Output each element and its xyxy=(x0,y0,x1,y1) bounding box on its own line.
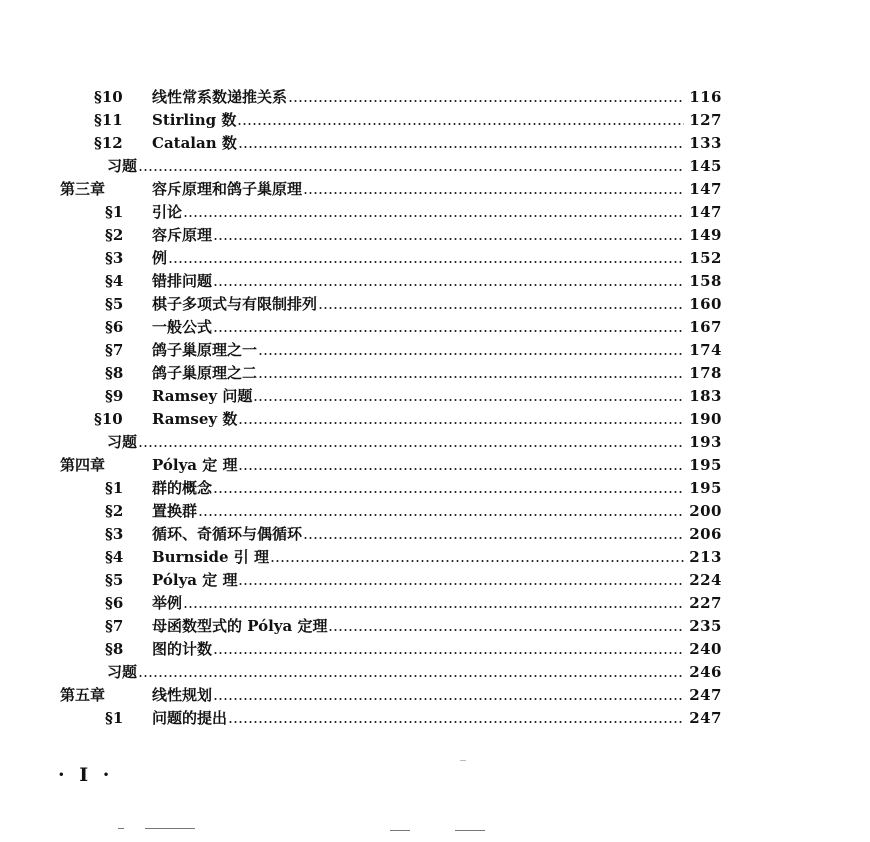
toc-entry-exercises xyxy=(0,155,870,178)
dot-leader xyxy=(238,422,684,424)
toc-title: 举例 xyxy=(152,594,183,612)
toc-entry xyxy=(0,339,870,362)
toc-title: 容斥原理 xyxy=(152,226,213,244)
toc-title: 图的计数 xyxy=(152,640,213,658)
toc-entry xyxy=(0,592,870,615)
toc-page-number: 133 xyxy=(689,134,722,152)
dot-leader xyxy=(183,215,684,217)
toc-page-number: 167 xyxy=(689,318,722,336)
scan-speck xyxy=(455,830,485,831)
toc-entry xyxy=(0,224,870,247)
toc-number: §12 xyxy=(94,134,123,152)
chapter-title: 线性规划 xyxy=(152,686,213,704)
dot-leader xyxy=(213,238,684,240)
toc-title: 置换群 xyxy=(152,502,198,520)
toc-number: §9 xyxy=(105,387,124,405)
chapter-number: 第五章 xyxy=(60,686,106,704)
scan-speck xyxy=(460,760,466,761)
toc-entry xyxy=(0,201,870,224)
toc-page-number: 235 xyxy=(689,617,722,635)
toc-page-number: 183 xyxy=(689,387,722,405)
toc-number: §2 xyxy=(105,502,124,520)
chapter-number: 第三章 xyxy=(60,180,106,198)
toc-number: §5 xyxy=(105,295,124,313)
toc-entry xyxy=(0,615,870,638)
toc-entry xyxy=(0,86,870,109)
toc-number: §3 xyxy=(105,525,124,543)
chapter-number: 第四章 xyxy=(60,456,106,474)
toc-title: 一般公式 xyxy=(152,318,213,336)
toc-number: §1 xyxy=(105,479,124,497)
dot-leader xyxy=(138,675,684,677)
toc-title: Ramsey 数 xyxy=(152,410,238,428)
toc-number: §1 xyxy=(105,709,124,727)
toc-page-number: 147 xyxy=(689,180,722,198)
toc-title: 习题 xyxy=(107,157,138,175)
toc-title: 错排问题 xyxy=(152,272,213,290)
toc-entry-chapter xyxy=(0,178,870,201)
toc-entry xyxy=(0,408,870,431)
page-marker: · I · xyxy=(58,764,114,786)
toc-page-number: 240 xyxy=(689,640,722,658)
toc-number: §7 xyxy=(105,341,124,359)
dot-leader xyxy=(238,583,684,585)
toc-number: §3 xyxy=(105,249,124,267)
dot-leader xyxy=(270,560,684,562)
toc-number: §7 xyxy=(105,617,124,635)
toc-title: 习题 xyxy=(107,663,138,681)
toc-number: §10 xyxy=(94,410,123,428)
dot-leader xyxy=(213,330,684,332)
dot-leader xyxy=(303,192,684,194)
toc-page-number: 193 xyxy=(689,433,722,451)
toc-title: 线性常系数递推关系 xyxy=(152,88,288,106)
toc-entry-exercises xyxy=(0,431,870,454)
dot-leader xyxy=(253,399,684,401)
toc-title: 鸽子巢原理之二 xyxy=(152,364,258,382)
toc-page-number: 178 xyxy=(689,364,722,382)
toc-page-number: 174 xyxy=(689,341,722,359)
dot-leader xyxy=(213,284,684,286)
toc-page-number: 247 xyxy=(689,686,722,704)
toc-title: 母函数型式的 Pólya 定理 xyxy=(152,617,328,635)
dot-leader xyxy=(138,169,684,171)
dot-leader xyxy=(237,123,684,125)
toc-number: §8 xyxy=(105,640,124,658)
toc-title: Catalan 数 xyxy=(152,134,237,152)
toc-number: §5 xyxy=(105,571,124,589)
toc-number: §11 xyxy=(94,111,123,129)
toc-entry-exercises xyxy=(0,661,870,684)
toc-entry xyxy=(0,638,870,661)
toc-page-number: 247 xyxy=(689,709,722,727)
toc-entry xyxy=(0,132,870,155)
scan-speck xyxy=(145,828,195,829)
toc-number: §1 xyxy=(105,203,124,221)
scan-speck xyxy=(118,828,124,829)
dot-leader xyxy=(288,100,684,102)
toc-title: 习题 xyxy=(107,433,138,451)
dot-leader xyxy=(138,445,684,447)
toc-page-number: 160 xyxy=(689,295,722,313)
chapter-title: 容斥原理和鸽子巢原理 xyxy=(152,180,303,198)
dot-leader xyxy=(228,721,684,723)
toc-entry-chapter xyxy=(0,684,870,707)
toc-number: §6 xyxy=(105,318,124,336)
toc-number: §6 xyxy=(105,594,124,612)
toc-entry xyxy=(0,362,870,385)
toc-page-number: 195 xyxy=(689,456,722,474)
toc-page-number: 206 xyxy=(689,525,722,543)
toc-title: Pólya 定 理 xyxy=(152,571,238,589)
toc-entry-chapter xyxy=(0,454,870,477)
toc-number: §10 xyxy=(94,88,123,106)
dot-leader xyxy=(303,537,684,539)
dot-leader xyxy=(328,629,684,631)
toc-page-number: 213 xyxy=(689,548,722,566)
toc-page-number: 147 xyxy=(689,203,722,221)
toc-title: 鸽子巢原理之一 xyxy=(152,341,258,359)
toc-title: 引论 xyxy=(152,203,183,221)
toc-page-number: 158 xyxy=(689,272,722,290)
toc-number: §4 xyxy=(105,272,124,290)
toc-title: 例 xyxy=(152,249,168,267)
toc-title: 循环、奇循环与偶循环 xyxy=(152,525,303,543)
dot-leader xyxy=(258,376,684,378)
toc-entry xyxy=(0,707,870,730)
toc-number: §4 xyxy=(105,548,124,566)
toc-page-number: 152 xyxy=(689,249,722,267)
toc-title: Burnside 引 理 xyxy=(152,548,270,566)
toc-title: 问题的提出 xyxy=(152,709,228,727)
table-of-contents xyxy=(0,86,870,730)
toc-entry xyxy=(0,523,870,546)
toc-page-number: 195 xyxy=(689,479,722,497)
toc-entry xyxy=(0,270,870,293)
dot-leader xyxy=(213,652,684,654)
toc-page-number: 246 xyxy=(689,663,722,681)
toc-title: Ramsey 问题 xyxy=(152,387,253,405)
toc-entry xyxy=(0,385,870,408)
dot-leader xyxy=(238,468,684,470)
toc-page-number: 200 xyxy=(689,502,722,520)
toc-entry xyxy=(0,500,870,523)
toc-page-number: 227 xyxy=(689,594,722,612)
toc-entry xyxy=(0,477,870,500)
scan-speck xyxy=(390,830,410,831)
dot-leader xyxy=(198,514,684,516)
toc-entry xyxy=(0,109,870,132)
dot-leader xyxy=(213,698,684,700)
chapter-title: Pólya 定 理 xyxy=(152,456,238,474)
toc-entry xyxy=(0,546,870,569)
toc-page-number: 116 xyxy=(689,88,722,106)
toc-entry xyxy=(0,247,870,270)
dot-leader xyxy=(213,491,684,493)
dot-leader xyxy=(318,307,684,309)
dot-leader xyxy=(238,146,684,148)
toc-title: Stirling 数 xyxy=(152,111,237,129)
toc-entry xyxy=(0,293,870,316)
toc-entry xyxy=(0,316,870,339)
toc-number: §8 xyxy=(105,364,124,382)
toc-entry xyxy=(0,569,870,592)
toc-page-number: 127 xyxy=(689,111,722,129)
toc-page-number: 149 xyxy=(689,226,722,244)
toc-page-number: 145 xyxy=(689,157,722,175)
dot-leader xyxy=(258,353,684,355)
toc-page-number: 224 xyxy=(689,571,722,589)
toc-title: 棋子多项式与有限制排列 xyxy=(152,295,318,313)
toc-title: 群的概念 xyxy=(152,479,213,497)
toc-number: §2 xyxy=(105,226,124,244)
toc-page-number: 190 xyxy=(689,410,722,428)
dot-leader xyxy=(183,606,684,608)
dot-leader xyxy=(168,261,684,263)
